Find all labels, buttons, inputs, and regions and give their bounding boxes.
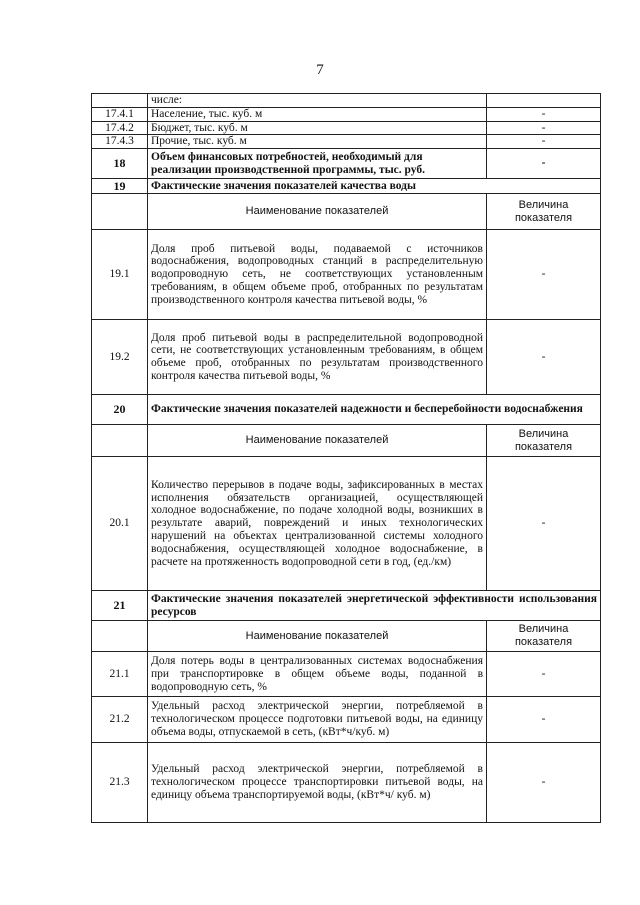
page-number: 7 [316,62,324,78]
row-text: Удельный расход электрической энергии, потребляемой в технологическом процессе транспортировки питьевой воды, на единицу объема транспортируемой воды, (кВт*ч/ куб. м) [148,743,487,823]
row-text: Доля проб питьевой воды, подаваемой с источников водоснабжения, водопроводных станций в распределительную водопроводную сеть, не соответствующих установленным требованиям, в общем объеме проб, отобранных по результатам производственного контроля качества питьевой воды, % [148,230,487,320]
header-indicator-value: Величина показателя [487,194,601,230]
column-header-row [92,425,601,457]
section-row-21 [92,591,601,621]
row-value: - [487,107,601,121]
section-title: Фактические значения показателей энергетической эффективности использования ресурсов [148,591,601,621]
row-value: - [487,457,601,591]
table-row [92,457,601,591]
row-number: 21.1 [92,652,148,697]
row-value: - [487,149,601,179]
section-title: Объем финансовых потребностей, необходимый для реализации производственной программы, тыс. руб. [148,149,487,179]
table-row [92,652,601,697]
table-row [92,230,601,320]
section-title: Фактические значения показателей качества воды [148,179,601,194]
indicators-table [91,93,601,823]
row-value: - [487,743,601,823]
row-value: - [487,320,601,395]
row-value: - [487,652,601,697]
table-row [92,743,601,823]
row-value: - [487,697,601,743]
row-text: Население, тыс. куб. м [148,107,487,121]
section-number: 18 [92,149,148,179]
section-number: 20 [92,395,148,425]
row-text: Доля проб питьевой воды в распределительной водопроводной сети, не соответствующих установленным требованиям, в общем объеме проб, отобранных по результатам производственного контроля качества питьевой воды, % [148,320,487,395]
column-header-row [92,621,601,652]
header-indicator-name: Наименование показателей [148,621,487,652]
section-row-19 [92,179,601,194]
column-header-row [92,194,601,230]
row-text: числе: [148,94,487,108]
header-indicator-value: Величина показателя [487,621,601,652]
row-number: 19.1 [92,230,148,320]
section-number: 21 [92,591,148,621]
table-row [92,697,601,743]
table-row [92,320,601,395]
row-text: Удельный расход электрической энергии, потребляемой в технологическом процессе подготовки питьевой воды, на единицу объема воды, отпускаемой в сеть, (кВт*ч/куб. м) [148,697,487,743]
row-number: 17.4.1 [92,107,148,121]
row-number: 19.2 [92,320,148,395]
section-title: Фактические значения показателей надежности и бесперебойности водоснабжения [148,395,601,425]
row-number: 17.4.2 [92,121,148,135]
section-number: 19 [92,179,148,194]
row-number: 21.2 [92,697,148,743]
section-row-18 [92,149,601,179]
row-text: Количество перерывов в подаче воды, зафиксированных в местах исполнения обязательств организацией, осуществляющей холодное водоснабжение, по подаче холодной воды, возникших в результате аварий, повреждений и иных технологических нарушений на объектах централизованной системы холодного водоснабжения, осуществляющей холодное водоснабжение, в расчете на протяженность водопроводной сети в год, (ед./км) [148,457,487,591]
table-row [92,107,601,121]
table-row [92,94,601,108]
row-number: 21.3 [92,743,148,823]
row-value: - [487,230,601,320]
row-number: 17.4.3 [92,135,148,149]
table-row [92,121,601,135]
row-value: - [487,121,601,135]
header-indicator-value: Величина показателя [487,425,601,457]
row-value: - [487,135,601,149]
table-row [92,135,601,149]
row-number: 20.1 [92,457,148,591]
row-text: Прочие, тыс. куб. м [148,135,487,149]
row-text: Доля потерь воды в централизованных системах водоснабжения при транспортировке в общем объеме воды, поданной в водопроводную сеть, % [148,652,487,697]
header-indicator-name: Наименование показателей [148,194,487,230]
row-text: Бюджет, тыс. куб. м [148,121,487,135]
section-row-20 [92,395,601,425]
header-indicator-name: Наименование показателей [148,425,487,457]
